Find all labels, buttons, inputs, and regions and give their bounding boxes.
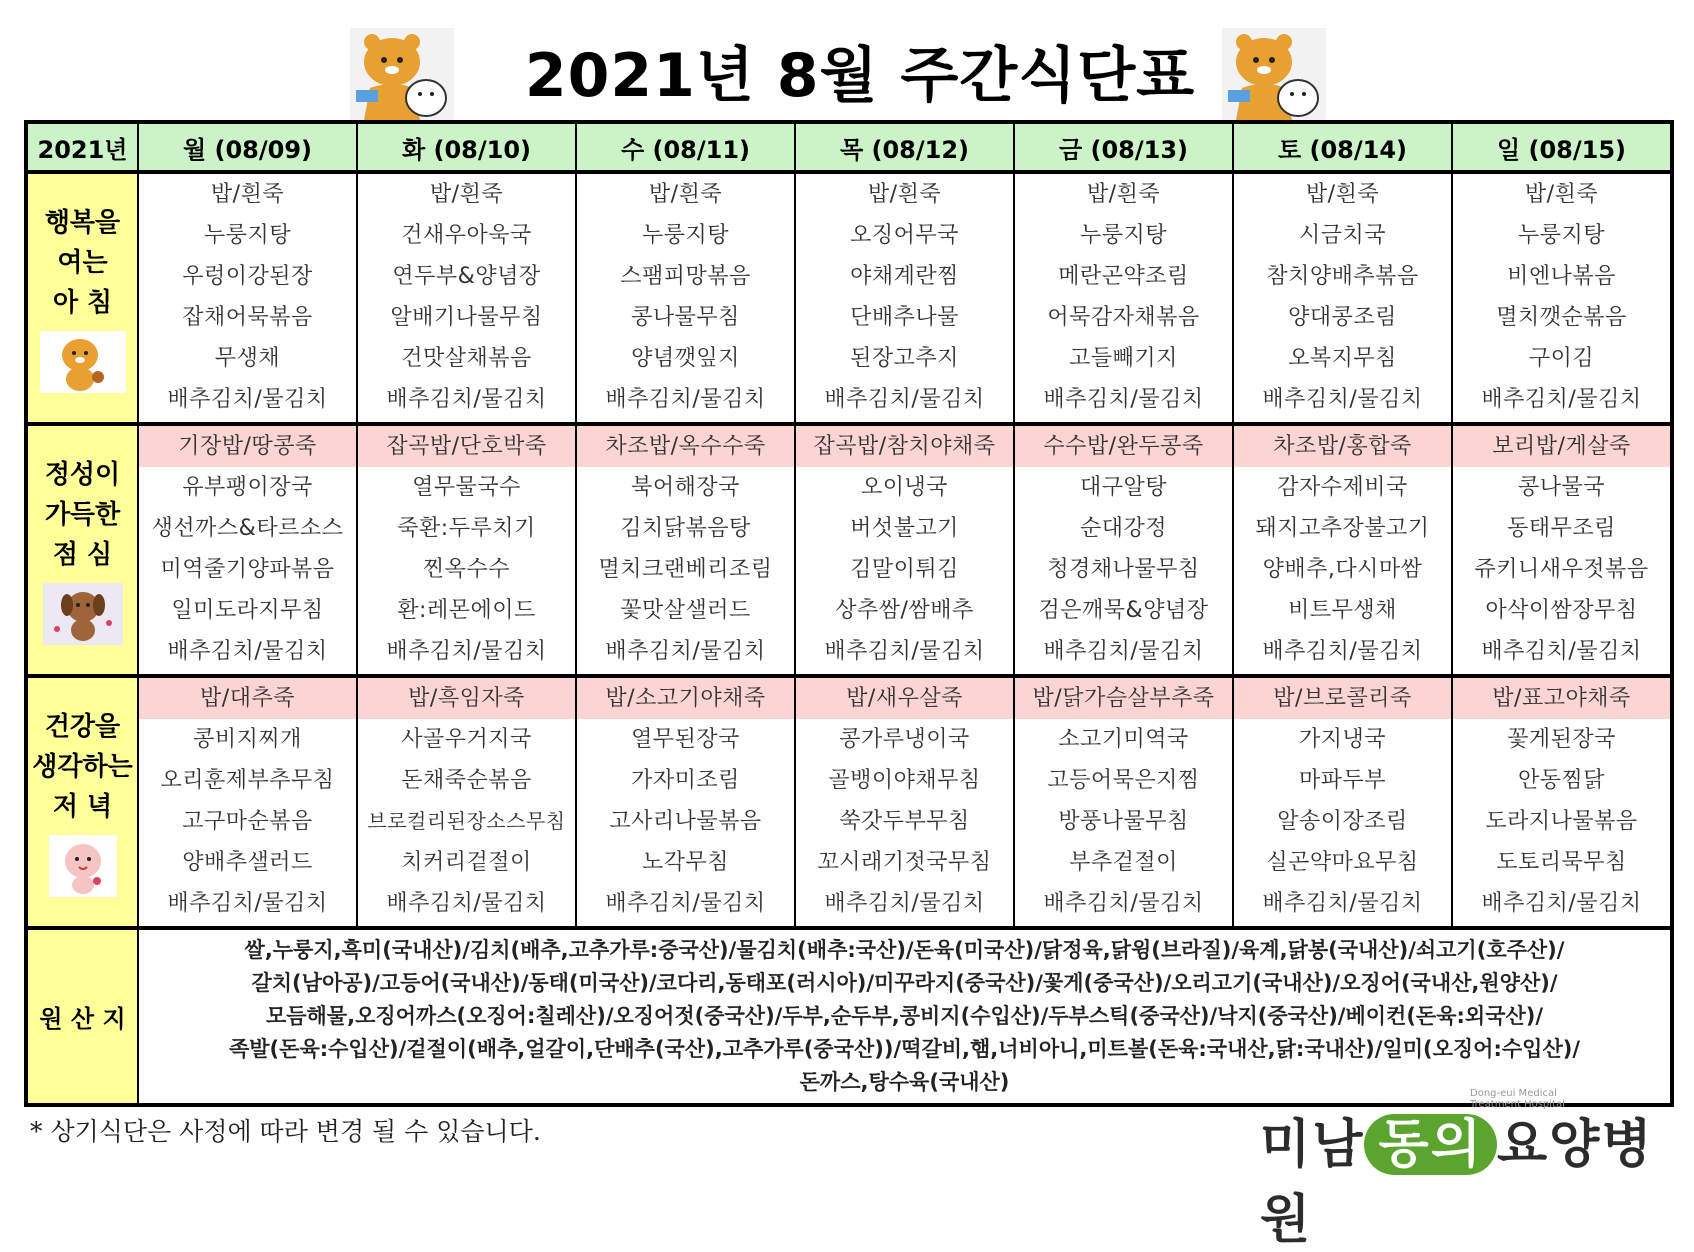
menu-item: 배추김치/물김치 — [167, 891, 328, 916]
menu-item: 노각무침 — [641, 850, 729, 875]
day-menu — [1233, 424, 1452, 676]
menu-item: 밥/새우살죽 — [796, 678, 1013, 719]
menu-item: 고등어묵은지찜 — [1047, 768, 1200, 793]
lunch-row — [26, 424, 1672, 676]
menu-item: 밥/닭가슴살부추죽 — [1015, 678, 1232, 719]
menu-item: 미역줄기양파볶음 — [160, 557, 335, 582]
menu-item: 배추김치/물김치 — [605, 387, 766, 412]
day-menu — [795, 172, 1014, 424]
menu-item: 구이김 — [1528, 346, 1595, 371]
menu-item: 밥/흰죽 — [1086, 182, 1161, 207]
menu-item: 콩가루냉이국 — [839, 727, 970, 752]
menu-item: 무생채 — [214, 346, 281, 371]
menu-item: 배추김치/물김치 — [1043, 639, 1204, 664]
meal-label-dinner — [26, 676, 138, 928]
lion-mascot-icon — [350, 28, 454, 124]
origin-label: 원 산 지 — [26, 928, 138, 1105]
origin-line: 돈까스,탕수육(국내산) — [799, 1070, 1010, 1094]
menu-item: 멸치크랜베리조림 — [598, 557, 773, 582]
menu-item: 비트무생채 — [1288, 598, 1397, 623]
menu-item: 김말이튀김 — [850, 557, 959, 582]
day-menu — [357, 424, 576, 676]
day-header: 월 (08/09) — [138, 122, 357, 172]
menu-item: 밥/흰죽 — [648, 182, 723, 207]
menu-item: 차조밥/옥수수죽 — [577, 426, 794, 467]
menu-item: 도라지나물볶음 — [1485, 809, 1638, 834]
menu-item: 일미도라지무침 — [171, 598, 324, 623]
meal-label-lunch — [26, 424, 138, 676]
menu-item: 유부팽이장국 — [182, 475, 313, 500]
menu-item: 찐옥수수 — [422, 557, 510, 582]
menu-item: 배추김치/물김치 — [386, 891, 547, 916]
logo-pre: 미남 — [1260, 1114, 1365, 1175]
weekly-menu-table — [24, 120, 1674, 1107]
menu-item: 야채계란찜 — [850, 264, 959, 289]
menu-item: 알송이장조림 — [1277, 809, 1408, 834]
menu-item: 김치닭볶음탕 — [620, 516, 751, 541]
day-header: 화 (08/10) — [357, 122, 576, 172]
menu-item: 누룽지탕 — [1517, 223, 1605, 248]
menu-item: 사골우거지국 — [401, 727, 532, 752]
menu-item: 감자수제비국 — [1277, 475, 1408, 500]
menu-item: 멸치깻순볶음 — [1496, 305, 1627, 330]
menu-item: 안동찜닭 — [1517, 768, 1605, 793]
menu-item: 가자미조림 — [631, 768, 740, 793]
day-menu — [576, 676, 795, 928]
day-header: 금 (08/13) — [1014, 122, 1233, 172]
menu-item: 보리밥/게살죽 — [1453, 426, 1670, 467]
menu-item: 밥/브로콜리죽 — [1234, 678, 1451, 719]
menu-item: 밥/흰죽 — [1524, 182, 1599, 207]
day-menu — [576, 172, 795, 424]
menu-item: 돈채죽순볶음 — [401, 768, 532, 793]
menu-item: 잡곡밥/단호박죽 — [358, 426, 575, 467]
menu-item: 열무된장국 — [631, 727, 740, 752]
menu-item: 양념깻잎지 — [631, 346, 740, 371]
menu-item: 오복지무침 — [1288, 346, 1397, 371]
menu-item: 청경채나물무침 — [1047, 557, 1200, 582]
menu-item: 스팸피망볶음 — [620, 264, 751, 289]
logo-subtitle: Dong-eui Medical Treatment Hospital — [1470, 1088, 1565, 1110]
menu-item: 기장밥/땅콩죽 — [139, 426, 356, 467]
day-menu — [1452, 172, 1672, 424]
dog-character-icon — [43, 583, 123, 645]
menu-item: 밥/표고야채죽 — [1453, 678, 1670, 719]
meal-label-line: 여는 — [57, 248, 108, 278]
menu-item: 단배추나물 — [850, 305, 959, 330]
day-menu — [138, 172, 357, 424]
meal-label-line: 건강을 — [44, 712, 121, 742]
menu-item: 오이냉국 — [860, 475, 948, 500]
menu-item: 배추김치/물김치 — [605, 639, 766, 664]
menu-item: 소고기미역국 — [1058, 727, 1189, 752]
menu-item: 알배기나물무침 — [390, 305, 543, 330]
origin-line: 모듬해물,오징어까스(오징어:칠레산)/오징어젓(중국산)/두부,순두부,콩비지(수입산)/두부스틱(중국산)/낙지(중국산)/베이컨(돈육:외국산)/ — [265, 1004, 1544, 1028]
menu-item: 돼지고추장불고기 — [1255, 516, 1430, 541]
menu-item: 배추김치/물김치 — [824, 387, 985, 412]
menu-item: 생선까스&타르소스 — [151, 516, 344, 541]
menu-item: 쥬키니새우젓볶음 — [1474, 557, 1649, 582]
day-menu — [1452, 424, 1672, 676]
day-menu — [1233, 676, 1452, 928]
menu-item: 건새우아욱국 — [401, 223, 532, 248]
menu-item: 배추김치/물김치 — [167, 639, 328, 664]
menu-item: 고사리나물볶음 — [609, 809, 762, 834]
lion-character-icon — [40, 331, 126, 393]
meal-label-line: 행복을 — [44, 208, 121, 238]
menu-item: 치커리겉절이 — [401, 850, 532, 875]
day-menu — [1014, 424, 1233, 676]
menu-item: 된장고추지 — [850, 346, 959, 371]
menu-item: 수수밥/완두콩죽 — [1015, 426, 1232, 467]
day-menu — [576, 424, 795, 676]
menu-item: 환:레몬에이드 — [397, 598, 536, 623]
origin-info — [138, 928, 1672, 1105]
menu-item: 브로컬리된장소스무침 — [367, 809, 566, 833]
menu-item: 동태무조림 — [1507, 516, 1616, 541]
day-menu — [138, 424, 357, 676]
menu-item: 배추김치/물김치 — [386, 387, 547, 412]
menu-item: 차조밥/홍합죽 — [1234, 426, 1451, 467]
menu-item: 배추김치/물김치 — [824, 639, 985, 664]
menu-item: 건맛살채볶음 — [401, 346, 532, 371]
meal-label-line: 생각하는 — [32, 752, 133, 782]
origin-row — [26, 928, 1672, 1105]
menu-item: 배추김치/물김치 — [1262, 387, 1423, 412]
menu-item: 죽환:두루치기 — [397, 516, 536, 541]
menu-item: 연두부&양념장 — [392, 264, 541, 289]
menu-item: 실곤약마요무침 — [1266, 850, 1419, 875]
footnote: * 상기식단은 사정에 따라 변경 될 수 있습니다. — [30, 1117, 541, 1146]
menu-item: 열무물국수 — [412, 475, 521, 500]
menu-item: 배추김치/물김치 — [1262, 639, 1423, 664]
dinner-row — [26, 676, 1672, 928]
day-menu — [1233, 172, 1452, 424]
menu-item: 가지냉국 — [1298, 727, 1386, 752]
day-menu — [357, 172, 576, 424]
year-header: 2021년 — [26, 122, 138, 172]
menu-item: 도토리묵무침 — [1496, 850, 1627, 875]
menu-item: 마파두부 — [1298, 768, 1386, 793]
logo-post: 요양병원 — [1260, 1114, 1654, 1250]
menu-item: 꼬시래기젓국무침 — [817, 850, 992, 875]
menu-item: 배추김치/물김치 — [824, 891, 985, 916]
menu-item: 순대강정 — [1079, 516, 1167, 541]
day-menu — [357, 676, 576, 928]
menu-item: 잡곡밥/참치야채죽 — [796, 426, 1013, 467]
menu-item: 골뱅이야채무침 — [828, 768, 981, 793]
menu-item: 우렁이강된장 — [182, 264, 313, 289]
menu-item: 배추김치/물김치 — [1043, 387, 1204, 412]
menu-item: 누룽지탕 — [203, 223, 291, 248]
menu-item: 오리훈제부추무침 — [160, 768, 335, 793]
menu-item: 배추김치/물김치 — [386, 639, 547, 664]
origin-line: 갈치(남아공)/고등어(국내산)/동태(미국산)/코다리,동태포(러시아)/미꾸라지(중국산)/꽃게(중국산)/오리고기(국내산)/오징어(국내산,원양산)/ — [251, 971, 1558, 995]
menu-item: 꽃맛살샐러드 — [620, 598, 751, 623]
day-menu — [795, 424, 1014, 676]
menu-item: 배추김치/물김치 — [1481, 639, 1642, 664]
breakfast-row — [26, 172, 1672, 424]
meal-label-line: 가득한 — [44, 500, 121, 530]
menu-item: 밥/흰죽 — [210, 182, 285, 207]
peach-character-icon — [49, 835, 117, 897]
menu-item: 밥/대추죽 — [139, 678, 356, 719]
menu-item: 대구알탕 — [1079, 475, 1167, 500]
menu-item: 콩비지찌개 — [193, 727, 302, 752]
menu-item: 양배추샐러드 — [182, 850, 313, 875]
menu-item: 배추김치/물김치 — [1481, 387, 1642, 412]
menu-item: 밥/흰죽 — [867, 182, 942, 207]
meal-label-line: 아 침 — [52, 288, 113, 318]
day-header: 일 (08/15) — [1452, 122, 1672, 172]
menu-item: 양대콩조림 — [1288, 305, 1397, 330]
logo-mid: 동의 — [1364, 1114, 1496, 1175]
day-menu — [1014, 676, 1233, 928]
menu-item: 상추쌈/쌈배추 — [835, 598, 974, 623]
menu-item: 밥/소고기야채죽 — [577, 678, 794, 719]
day-header: 토 (08/14) — [1233, 122, 1452, 172]
menu-item: 누룽지탕 — [641, 223, 729, 248]
origin-line: 족발(돈육:수입산)/겉절이(배추,얼갈이,단배추(국산),고추가루(중국산))/떡갈비,햄,너비아니,미트볼(돈육:국내산,닭:국내산)/일미(오징어:수입산)/ — [228, 1037, 1580, 1061]
menu-item: 배추김치/물김치 — [1043, 891, 1204, 916]
day-menu — [795, 676, 1014, 928]
menu-item: 밥/흑임자죽 — [358, 678, 575, 719]
day-header: 수 (08/11) — [576, 122, 795, 172]
menu-item: 배추김치/물김치 — [1262, 891, 1423, 916]
menu-item: 검은깨묵&양념장 — [1038, 598, 1209, 623]
menu-item: 북어해장국 — [631, 475, 740, 500]
menu-item: 메란곤약조림 — [1058, 264, 1189, 289]
menu-item: 밥/흰죽 — [429, 182, 504, 207]
origin-line: 쌀,누룽지,흑미(국내산)/김치(배추,고추가루:중국산)/물김치(배추:국산)/돈육(미국산)/닭정육,닭윙(브라질)/육계,닭봉(국내산)/쇠고기(호주산)/ — [244, 938, 1565, 962]
meal-label-breakfast — [26, 172, 138, 424]
menu-item: 어묵감자채볶음 — [1047, 305, 1200, 330]
day-menu — [138, 676, 357, 928]
day-menu — [1014, 172, 1233, 424]
page-title: 2021년 8월 주간식단표 — [524, 41, 1196, 111]
menu-item: 오징어무국 — [850, 223, 959, 248]
menu-item: 쑥갓두부무침 — [839, 809, 970, 834]
menu-item: 꽃게된장국 — [1507, 727, 1616, 752]
hospital-logo — [1260, 1082, 1680, 1250]
menu-item: 방풍나물무침 — [1058, 809, 1189, 834]
menu-item: 배추김치/물김치 — [1481, 891, 1642, 916]
menu-item: 아삭이쌈장무침 — [1485, 598, 1638, 623]
menu-item: 고들빼기지 — [1069, 346, 1178, 371]
menu-item: 참치양배추볶음 — [1266, 264, 1419, 289]
meal-label-line: 점 심 — [52, 540, 113, 570]
menu-item: 잡채어묵볶음 — [182, 305, 313, 330]
menu-item: 고구마순볶음 — [182, 809, 313, 834]
menu-item: 비엔나볶음 — [1507, 264, 1616, 289]
menu-item: 부추겉절이 — [1069, 850, 1178, 875]
logo-text — [1260, 1102, 1680, 1252]
title-area — [0, 28, 1694, 124]
menu-item: 배추김치/물김치 — [605, 891, 766, 916]
day-menu — [1452, 676, 1672, 928]
day-header: 목 (08/12) — [795, 122, 1014, 172]
menu-item: 시금치국 — [1298, 223, 1386, 248]
menu-item: 누룽지탕 — [1079, 223, 1167, 248]
menu-item: 양배추,다시마쌈 — [1262, 557, 1423, 582]
menu-item: 버섯불고기 — [850, 516, 959, 541]
menu-item: 밥/흰죽 — [1305, 182, 1380, 207]
menu-item: 배추김치/물김치 — [167, 387, 328, 412]
meal-label-line: 저 녁 — [52, 792, 113, 822]
menu-item: 콩나물국 — [1517, 475, 1605, 500]
menu-item: 콩나물무침 — [631, 305, 740, 330]
lion-mascot-icon — [1222, 28, 1326, 124]
header-row — [26, 122, 1672, 172]
meal-label-line: 정성이 — [44, 460, 121, 490]
